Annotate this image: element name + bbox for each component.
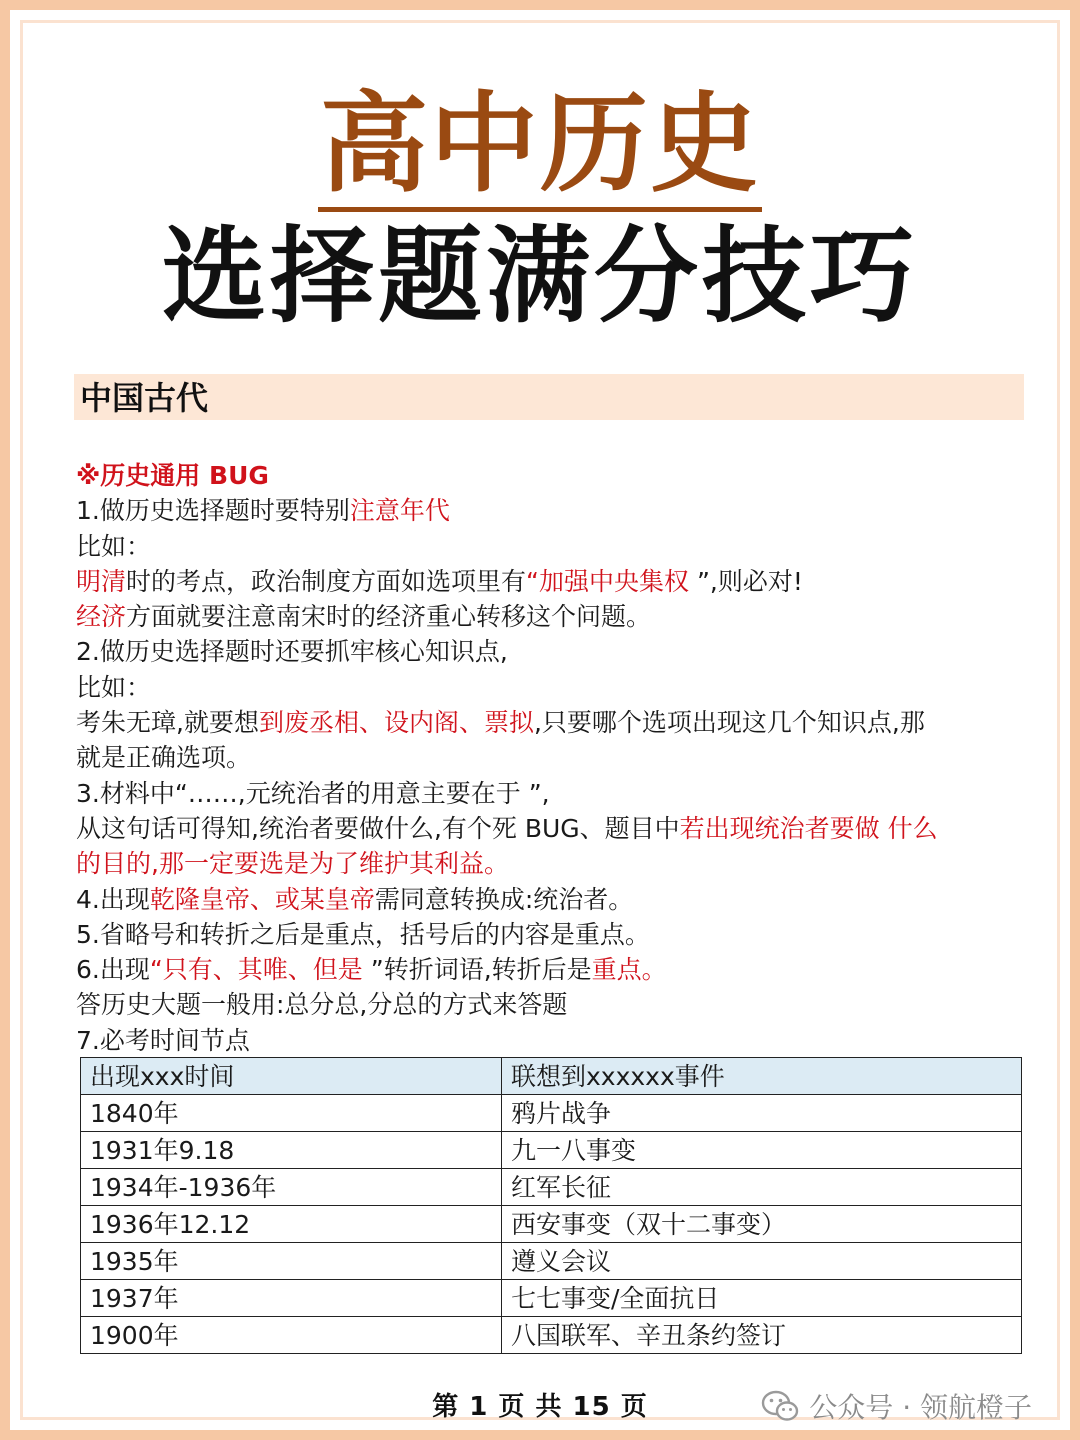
section-title: 中国古代 — [80, 379, 209, 417]
text: 从这句话可得知,统治者要做什么,有个死 BUG、题目中 — [76, 813, 680, 843]
text: 需同意转换成:统治者。 — [374, 884, 634, 914]
text: ”转折词语,转折后是 — [370, 955, 592, 985]
table-cell-time: 1936年12.12 — [81, 1206, 502, 1243]
table-header-time: 出现xxx时间 — [81, 1058, 502, 1095]
tip-1-example-a — [76, 564, 1026, 599]
text: 考朱无璋,就要想 — [76, 708, 259, 738]
highlight-emperor: 乾隆皇帝、或某皇帝 — [149, 884, 375, 914]
table-row — [81, 1206, 1022, 1243]
table-header-row — [81, 1058, 1022, 1095]
answer-method: 答历史大题一般用:总分总,分总的方式来答题 — [76, 990, 568, 1020]
table-cell-event: 九一八事变 — [502, 1132, 1022, 1169]
table-row — [81, 1317, 1022, 1354]
text: 方面就要注意南宋时的经济重心转移这个问题。 — [126, 602, 652, 632]
table-cell-event: 七七事变/全面抗日 — [502, 1280, 1022, 1317]
table-header-event: 联想到xxxxxx事件 — [502, 1058, 1022, 1095]
wechat-icon — [761, 1389, 799, 1423]
highlight-economy: 经济 — [76, 602, 127, 632]
tip-6 — [76, 952, 1026, 987]
table-row — [81, 1280, 1022, 1317]
table-cell-time: 1900年 — [81, 1317, 502, 1354]
tip-1-text: 1.做历史选择题时要特别 — [76, 496, 350, 526]
table-row — [81, 1169, 1022, 1206]
tip-2-example-cont: 就是正确选项。 — [76, 743, 252, 773]
highlight-transition-words: “只有、其唯、但是 — [149, 955, 371, 985]
highlight-central-power: “加强中央集权 — [526, 566, 697, 596]
body-text — [76, 458, 1026, 1058]
tip-1 — [76, 493, 1026, 528]
main-title-text: 高中历史 — [318, 82, 762, 212]
table-cell-time: 1934年-1936年 — [81, 1169, 502, 1206]
tip-3-detail-cont: 的目的,那一定要选是为了维护其利益。 — [76, 849, 509, 879]
table-cell-time: 1935年 — [81, 1243, 502, 1280]
table-cell-event: 八国联军、辛丑条约签订 — [502, 1317, 1022, 1354]
text: ”,则必对! — [696, 566, 803, 596]
tip-2: 2.做历史选择题时还要抓牢核心知识点, — [76, 637, 508, 667]
text: 6.出现 — [76, 955, 150, 985]
table-cell-event: 西安事变（双十二事变） — [502, 1206, 1022, 1243]
timeline-table — [80, 1057, 1022, 1354]
tip-1-example-b — [76, 599, 1026, 634]
table-cell-event: 红军长征 — [502, 1169, 1022, 1206]
highlight-knowledge-points: 到废丞相、设内阁、票拟 — [258, 708, 534, 738]
tip-4 — [76, 882, 1026, 917]
tip-3-detail — [76, 811, 1026, 846]
subtitle: 选择题满分技巧 — [161, 215, 918, 337]
text: 4.出现 — [76, 884, 150, 914]
tip-2-example — [76, 705, 1026, 740]
text: ,只要哪个选项出现这几个知识点,那 — [533, 708, 925, 738]
text: 时的考点，政治制度方面如选项里有 — [126, 566, 527, 596]
example-label-1: 比如： — [76, 531, 152, 561]
tip-7: 7.必考时间节点 — [76, 1025, 250, 1055]
table-row — [81, 1095, 1022, 1132]
bug-heading: ※历史通用 BUG — [76, 461, 269, 490]
table-cell-time: 1931年9.18 — [81, 1132, 502, 1169]
watermark-text: 公众号 · 领航橙子 — [809, 1391, 1032, 1424]
tip-3: 3.材料中“……,元统治者的用意主要在于 ”, — [76, 778, 550, 808]
highlight-mingqing: 明清 — [76, 566, 127, 596]
table-row — [81, 1132, 1022, 1169]
tip-1-highlight: 注意年代 — [349, 496, 450, 526]
table-cell-time: 1840年 — [81, 1095, 502, 1132]
watermark — [761, 1386, 1032, 1426]
table-cell-event: 鸦片战争 — [502, 1095, 1022, 1132]
section-header — [74, 374, 1024, 420]
page-number: 第 1 页 共 15 页 — [432, 1392, 648, 1422]
highlight-key-point: 重点。 — [591, 955, 667, 985]
table-cell-event: 遵义会议 — [502, 1243, 1022, 1280]
main-title — [10, 82, 1070, 207]
table-row — [81, 1243, 1022, 1280]
example-label-2: 比如： — [76, 672, 152, 702]
tip-5: 5.省略号和转折之后是重点，括号后的内容是重点。 — [76, 919, 650, 949]
table-cell-time: 1937年 — [81, 1280, 502, 1317]
highlight-ruler-purpose: 若出现统治者要做 什么 — [679, 813, 938, 843]
